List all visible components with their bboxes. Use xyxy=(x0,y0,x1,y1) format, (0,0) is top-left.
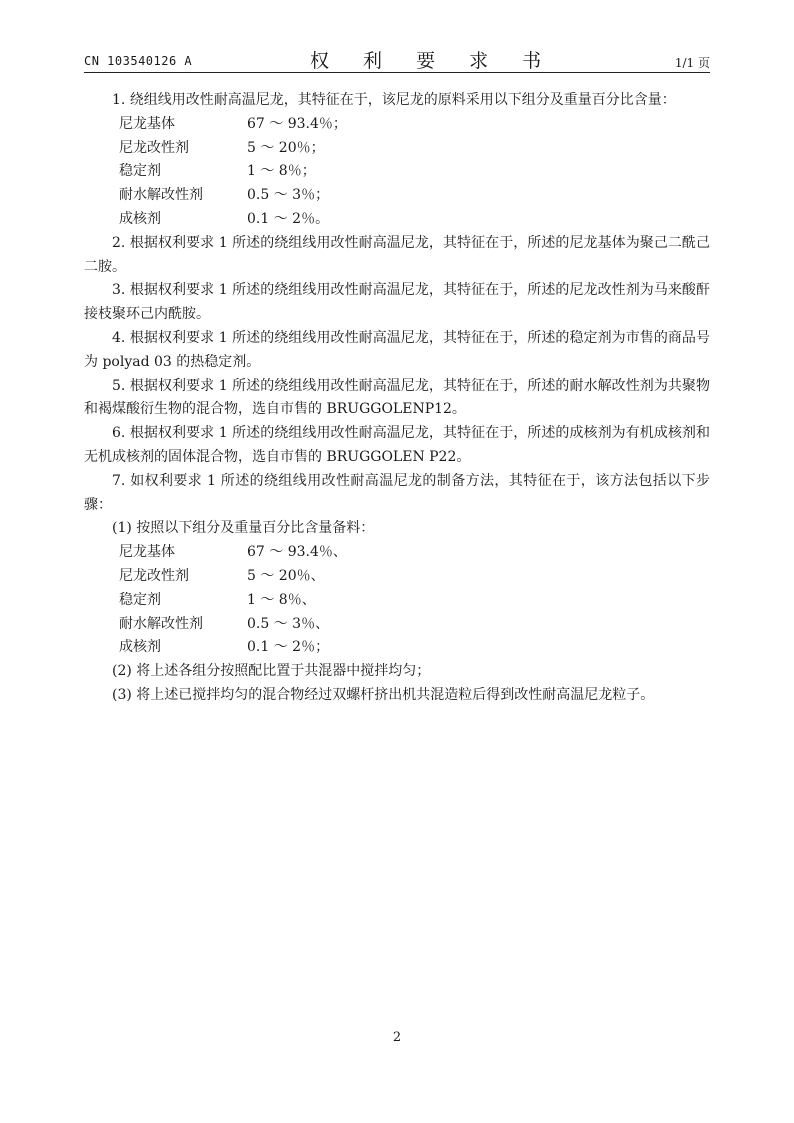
component-row xyxy=(84,541,710,565)
document-title: 权 利 要 求 书 xyxy=(310,50,556,72)
component-value: 0.1 ～ 2％。 xyxy=(247,210,330,227)
component-value: 1 ～ 8％、 xyxy=(247,591,316,608)
component-value: 0.1 ～ 2％； xyxy=(247,639,330,656)
component-name: 耐水解改性剂 xyxy=(119,615,203,632)
component-value: 5 ～ 20％、 xyxy=(247,567,325,584)
claim-7: 7. 如权利要求 1 所述的绕组线用改性耐高温尼龙的制备方法，其特征在于，该方法包括以下步骤： xyxy=(84,472,710,513)
component-name: 成核剂 xyxy=(119,639,161,656)
claim-7-step-1: (1) 按照以下组分及重量百分比含量备料： xyxy=(112,520,375,537)
component-name: 耐水解改性剂 xyxy=(119,187,203,204)
component-row xyxy=(84,208,710,232)
claim-7-step-2: (2) 将上述各组分按照配比置于共混器中搅拌均匀； xyxy=(112,663,431,680)
page-header xyxy=(84,46,710,70)
component-name: 尼龙基体 xyxy=(119,544,175,561)
component-value: 1 ～ 8％； xyxy=(247,163,316,180)
component-row xyxy=(84,184,710,208)
claim-1: 1. 绕组线用改性耐高温尼龙，其特征在于，该尼龙的原料采用以下组分及重量百分比含量： xyxy=(112,92,676,108)
claim-6: 6. 根据权利要求 1 所述的绕组线用改性耐高温尼龙，其特征在于，所述的成核剂为有机成核剂和无机成核剂的固体混合物，选自市售的 BRUGGOLEN P22。 xyxy=(84,425,710,465)
claim-5: 5. 根据权利要求 1 所述的绕组线用改性耐高温尼龙，其特征在于，所述的耐水解改性剂为共聚物和褐煤酸衍生物的混合物，选自市售的 BRUGGOLENP12。 xyxy=(84,377,710,418)
component-row xyxy=(84,565,710,589)
component-name: 成核剂 xyxy=(119,210,161,227)
claim-2: 2. 根据权利要求 1 所述的绕组线用改性耐高温尼龙，其特征在于，所述的尼龙基体为聚己二酰己二胺。 xyxy=(84,234,710,275)
component-row xyxy=(84,613,710,637)
component-name: 尼龙改性剂 xyxy=(119,567,189,584)
component-value: 67 ～ 93.4％； xyxy=(247,115,347,132)
page-number: 2 xyxy=(392,1030,402,1045)
component-name: 稳定剂 xyxy=(119,591,161,608)
component-name: 尼龙基体 xyxy=(119,115,175,132)
component-name: 稳定剂 xyxy=(119,163,161,180)
component-value: 5 ～ 20％； xyxy=(247,139,325,156)
component-row xyxy=(84,113,710,137)
header-divider xyxy=(84,72,710,73)
component-value: 0.5 ～ 3％、 xyxy=(247,615,330,632)
publication-number: CN 103540126 A xyxy=(84,54,193,68)
component-row xyxy=(84,160,710,184)
component-value: 67 ～ 93.4％、 xyxy=(247,544,347,561)
claim-4: 4. 根据权利要求 1 所述的绕组线用改性耐高温尼龙，其特征在于，所述的稳定剂为市售的商品号为 polyad 03 的热稳定剂。 xyxy=(84,329,710,370)
claim-7-step-3: (3) 将上述已搅拌均匀的混合物经过双螺杆挤出机共混造粒后得到改性耐高温尼龙粒子。 xyxy=(112,686,655,703)
component-row xyxy=(84,137,710,161)
page-indicator: 1/1 页 xyxy=(674,56,710,70)
component-name: 尼龙改性剂 xyxy=(119,139,189,156)
claims-body xyxy=(84,89,710,708)
component-value: 0.5 ～ 3％； xyxy=(247,187,330,204)
claim-3: 3. 根据权利要求 1 所述的绕组线用改性耐高温尼龙，其特征在于，所述的尼龙改性剂为马来酸酐接枝聚环己内酰胺。 xyxy=(84,282,710,323)
component-row xyxy=(84,589,710,613)
component-row xyxy=(84,636,710,660)
